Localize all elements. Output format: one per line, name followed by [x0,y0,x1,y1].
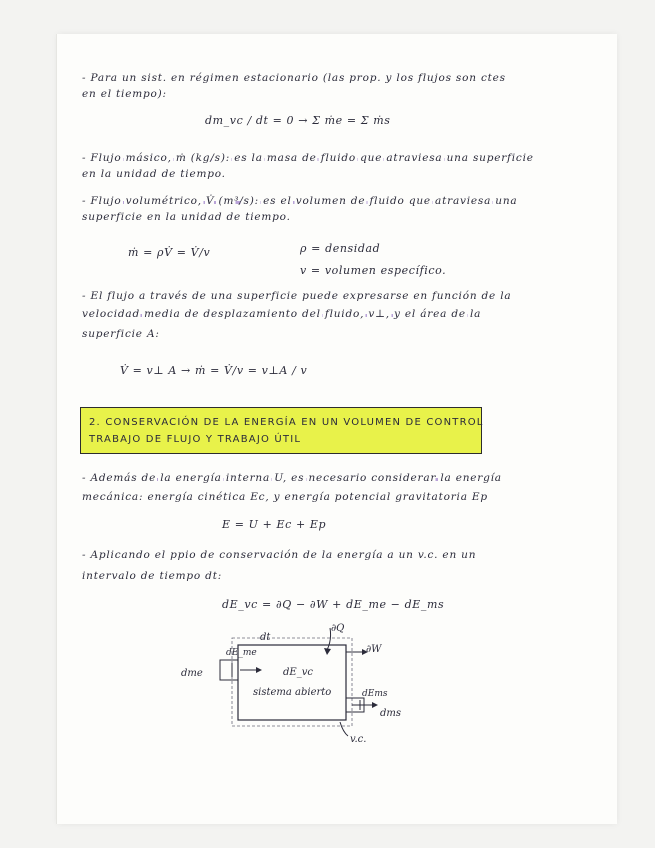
heat-arrowhead [324,648,331,655]
equation-mass-flow: ṁ = ρV̇ = V̇/v [128,246,211,259]
note-line: - El flujo a través de una superficie puede expresarse en función de la [82,290,512,302]
inlet-arrowhead [256,667,262,673]
note-line: en el tiempo): [82,88,167,100]
note-line: - Aplicando el ppio de conservación de la energía a un v.c. en un [82,549,477,561]
note-line: superficie en la unidad de tiempo. [82,211,291,223]
label-system: sistema abierto [253,687,332,698]
definition-density: ρ = densidad [300,242,381,255]
equation-volumetric-flow: V̇ = v⊥ A → ṁ = V̇/v = v⊥A / v [120,364,308,377]
label-energy-in: dE_me [226,648,257,658]
equation-steady-state: dm_vc / dt = 0 → Σ ṁe = Σ ṁs [205,114,391,127]
inlet-pipe [220,660,238,680]
definition-specific-volume: v = volumen específico. [300,264,447,277]
note-line: - Para un sist. en régimen estacionario (las prop. y los flujos son ctes [82,72,506,84]
outlet-arrowhead [372,702,378,708]
section-title: 2. CONSERVACIÓN DE LA ENERGÍA EN UN VOLUMEN DE CONTROL [89,417,484,428]
label-energy-out: dEms [362,689,388,699]
label-dt: dt [260,632,271,643]
note-line: - Flujo másico, ṁ (kg/s): es la masa de fluido que atraviesa una superficie [82,152,534,164]
vc-pointer [340,722,348,736]
note-line: - Además de la energía interna U, es necesario considerar la energía [82,472,502,484]
note-line: - Flujo volumétrico, V̇ (m³/s): es el volumen de fluido que atraviesa una [82,195,518,207]
section-subtitle: TRABAJO DE FLUJO Y TRABAJO ÚTIL [89,434,302,445]
label-work: ∂W [366,644,382,655]
equation-energy: E = U + Ec + Ep [222,518,327,531]
note-line: mecánica: energía cinética Ec, y energía potencial gravitatoria Ep [82,491,488,503]
note-line: superficie A: [82,328,160,340]
note-line: velocidad media de desplazamiento del fluido, v⊥, y el área de la [82,308,482,320]
label-mass-out: dms [380,708,402,719]
equation-energy-balance: dE_vc = ∂Q − ∂W + dE_me − dE_ms [222,598,445,611]
note-line: en la unidad de tiempo. [82,168,226,180]
label-energy-vc: dE_vc [283,667,313,678]
note-line: intervalo de tiempo dt: [82,570,223,582]
label-heat: ∂Q [331,623,345,634]
label-mass-in: dme [181,668,203,679]
label-control-volume: v.c. [350,734,367,745]
